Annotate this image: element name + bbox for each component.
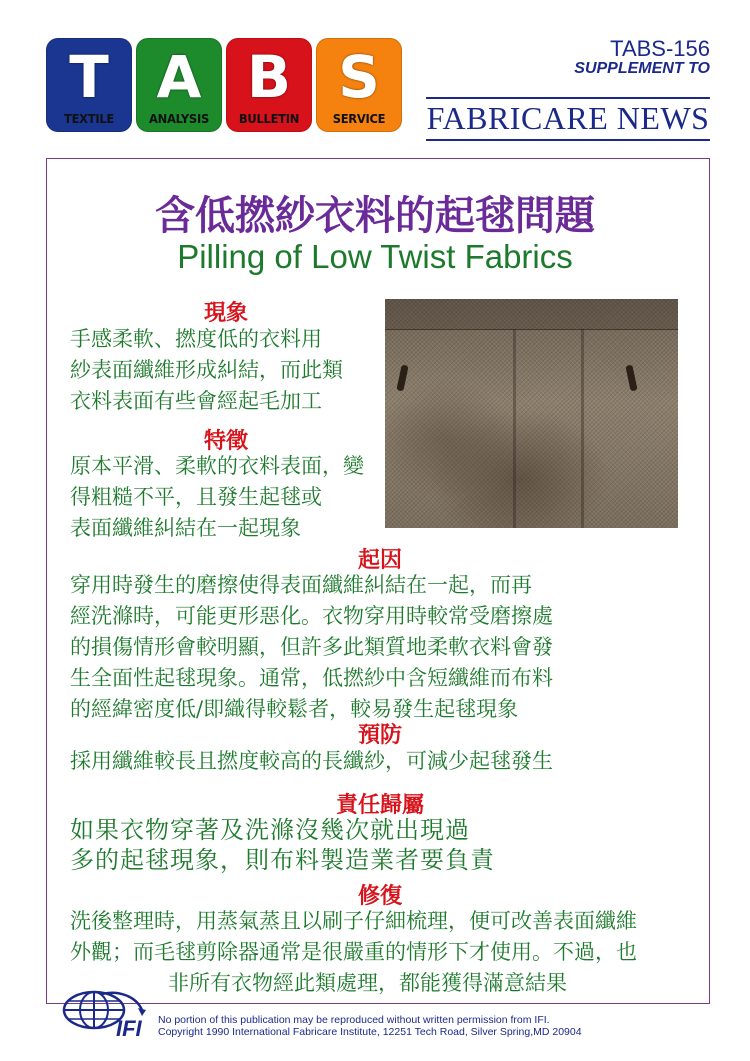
tabs-logo-tile-b — [226, 38, 312, 132]
section-prevention — [70, 746, 690, 777]
section-responsibility — [70, 815, 690, 875]
pilled-trousers-photo — [385, 299, 678, 528]
text-line: 生全面性起毬現象。通常，低撚紗中含短纖維而布料 — [70, 666, 553, 690]
fabricare-news-title: FABRICARE NEWS — [426, 100, 710, 136]
ifi-globe-logo — [58, 988, 150, 1038]
text-line: 多的起毬現象，則布料製造業者要負責 — [70, 846, 495, 874]
trousers-fold — [581, 329, 584, 528]
tile-letter: T — [69, 43, 109, 111]
text-line: 外觀；而毛毬剪除器通常是很嚴重的情形下才使用。不過，也 — [70, 940, 637, 964]
section-repair — [70, 906, 690, 999]
trousers-fold — [513, 329, 516, 528]
ifi-logo-text: IFI — [116, 1016, 142, 1038]
heading-prevention: 預防 — [357, 722, 402, 748]
text-line: 非所有衣物經此類處理，都能獲得滿意結果 — [168, 971, 567, 995]
text-line: 如果衣物穿著及洗滌沒幾次就出現過 — [70, 816, 470, 844]
section-cause — [70, 570, 690, 725]
heading-repair: 修復 — [357, 883, 402, 909]
trousers-pocket — [625, 365, 637, 392]
tile-word: SERVICE — [332, 111, 386, 126]
tile-word: TEXTILE — [64, 111, 114, 126]
fabricare-rule-bottom — [426, 139, 710, 141]
text-line: 的經緯密度低/即織得較鬆者，較易發生起毬現象 — [70, 697, 519, 721]
heading-cause: 起因 — [357, 547, 402, 573]
text-line: 穿用時發生的磨擦使得表面纖維糾結在一起，而再 — [70, 573, 532, 597]
text-line: 得粗糙不平，且發生起毬或 — [70, 485, 322, 509]
text-line: 洗後整理時，用蒸氣蒸且以刷子仔細梳理，便可改善表面纖維 — [70, 909, 637, 933]
text-line: 原本平滑、柔軟的衣料表面，變 — [70, 454, 364, 478]
heading-feature: 特徵 — [203, 428, 248, 454]
supplement-label: SUPPLEMENT TO — [574, 60, 710, 77]
tabs-logo-tile-a — [136, 38, 222, 132]
tabs-logo-tile-s — [316, 38, 402, 132]
fabricare-rule-top — [426, 97, 710, 99]
copyright-line: Copyright 1990 International Fabricare Institute, 12251 Tech Road, Silver Spring,MD 20904 — [158, 1026, 582, 1038]
tile-word: BULLETIN — [238, 111, 300, 126]
text-line: 表面纖維糾結在一起現象 — [70, 516, 301, 540]
heading-responsibility: 責任歸屬 — [335, 792, 424, 818]
text-line: 紗表面纖維形成糾結，而此類 — [70, 358, 343, 382]
heading-phenomenon: 現象 — [203, 300, 248, 326]
copyright-notice — [158, 1014, 582, 1038]
title-chinese: 含低撚紗衣料的起毬問題 — [155, 192, 595, 239]
trousers-waistband — [385, 299, 678, 330]
tile-letter: B — [246, 43, 292, 111]
copyright-line: No portion of this publication may be reproduced without written permission from IFI. — [158, 1014, 550, 1026]
text-line: 衣料表面有些會經起毛加工 — [70, 389, 322, 413]
tabs-number: TABS-156 — [610, 36, 710, 61]
text-line: 的損傷情形會較明顯，但許多此類質地柔軟衣料會發 — [70, 635, 553, 659]
section-feature — [70, 451, 382, 544]
trousers-pocket — [396, 365, 408, 392]
text-line: 採用纖維較長且撚度較高的長纖紗，可減少起毬發生 — [70, 749, 553, 773]
tile-letter: A — [156, 43, 202, 111]
tabs-logo-tile-t — [46, 38, 132, 132]
tile-letter: S — [338, 43, 380, 111]
section-phenomenon — [70, 324, 382, 417]
text-line: 手感柔軟、撚度低的衣料用 — [70, 327, 322, 351]
text-line: 經洗滌時，可能更形惡化。衣物穿用時較常受磨擦處 — [70, 604, 553, 628]
tile-word: ANALYSIS — [149, 111, 209, 126]
title-english: Pilling of Low Twist Fabrics — [177, 238, 573, 275]
